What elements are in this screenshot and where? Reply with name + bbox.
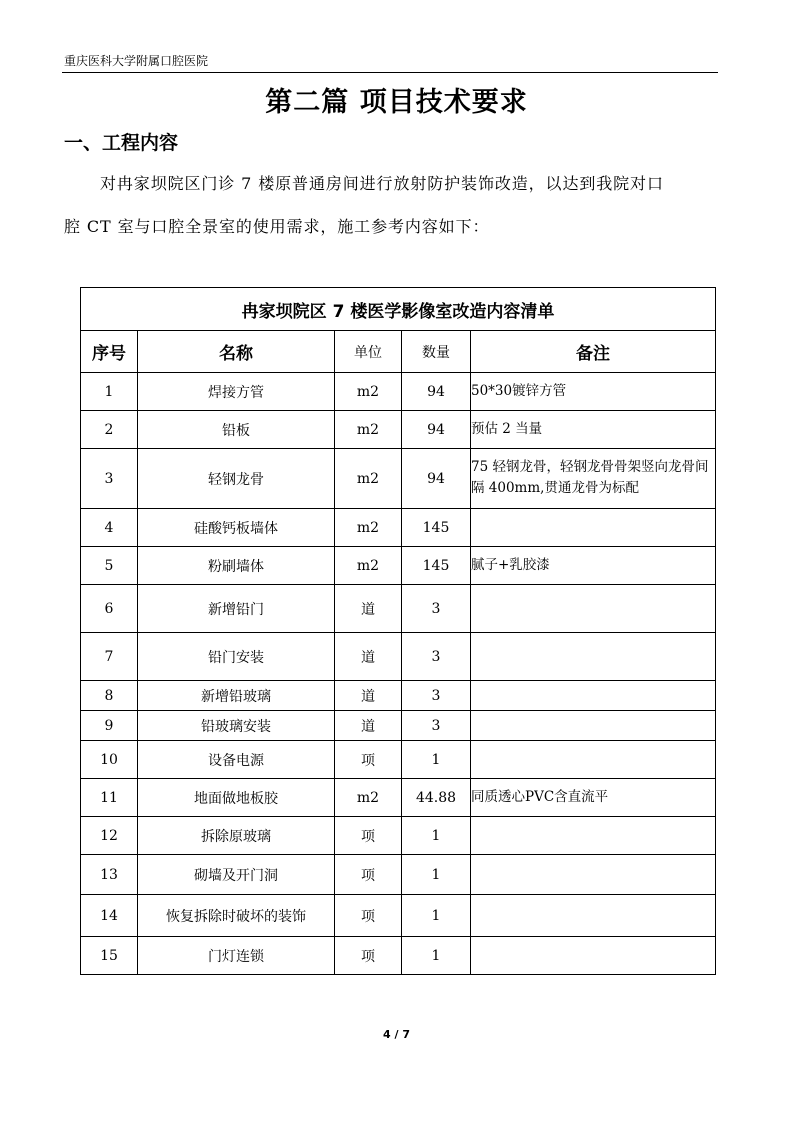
cell-unit: m2 (335, 509, 402, 547)
cell-name: 焊接方管 (138, 373, 335, 411)
cell-no: 10 (81, 741, 138, 779)
cell-note: 腻子+乳胶漆 (471, 547, 716, 585)
cell-name: 拆除原玻璃 (138, 817, 335, 855)
cell-no: 11 (81, 779, 138, 817)
section-heading: 一、工程内容 (64, 132, 179, 154)
cell-qty: 3 (402, 585, 471, 633)
table-row (81, 895, 716, 937)
cell-unit: m2 (335, 547, 402, 585)
cell-qty: 44.88 (402, 779, 471, 817)
col-header-no: 序号 (81, 331, 138, 373)
cell-note (471, 681, 716, 711)
cell-qty: 1 (402, 937, 471, 975)
cell-unit: m2 (335, 411, 402, 449)
cell-name: 新增铅门 (138, 585, 335, 633)
col-header-qty: 数量 (402, 331, 471, 373)
table-header-row (81, 331, 716, 373)
cell-name: 恢复拆除时破坏的装饰 (138, 895, 335, 937)
cell-no: 3 (81, 449, 138, 509)
cell-unit: 项 (335, 937, 402, 975)
table-row (81, 547, 716, 585)
table-row (81, 411, 716, 449)
cell-qty: 145 (402, 509, 471, 547)
table-row (81, 711, 716, 741)
cell-no: 12 (81, 817, 138, 855)
table-row (81, 681, 716, 711)
cell-unit: 项 (335, 817, 402, 855)
cell-qty: 1 (402, 741, 471, 779)
table-row (81, 373, 716, 411)
cell-note (471, 895, 716, 937)
cell-qty: 1 (402, 895, 471, 937)
cell-name: 地面做地板胶 (138, 779, 335, 817)
cell-unit: 道 (335, 585, 402, 633)
cell-unit: 道 (335, 711, 402, 741)
table-caption: 冉家坝院区 7 楼医学影像室改造内容清单 (81, 288, 716, 331)
intro-paragraph-line-1: 对冉家坝院区门诊 7 楼原普通房间进行放射防护装饰改造，以达到我院对口 (100, 174, 664, 193)
cell-no: 13 (81, 855, 138, 895)
cell-note (471, 855, 716, 895)
cell-note (471, 711, 716, 741)
cell-unit: 项 (335, 855, 402, 895)
cell-no: 8 (81, 681, 138, 711)
cell-unit: 项 (335, 895, 402, 937)
cell-name: 粉刷墙体 (138, 547, 335, 585)
cell-name: 铅门安装 (138, 633, 335, 681)
table-row (81, 855, 716, 895)
cell-note (471, 633, 716, 681)
cell-no: 5 (81, 547, 138, 585)
cell-qty: 145 (402, 547, 471, 585)
cell-name: 砌墙及开门洞 (138, 855, 335, 895)
cell-name: 铅板 (138, 411, 335, 449)
cell-qty: 94 (402, 373, 471, 411)
cell-note (471, 741, 716, 779)
cell-no: 2 (81, 411, 138, 449)
page-title: 第二篇 项目技术要求 (265, 87, 528, 118)
col-header-unit: 单位 (335, 331, 402, 373)
table-row (81, 585, 716, 633)
cell-no: 4 (81, 509, 138, 547)
header-divider (62, 72, 718, 73)
cell-qty: 94 (402, 411, 471, 449)
cell-unit: 道 (335, 633, 402, 681)
cell-note (471, 585, 716, 633)
page-number: 4 / 7 (383, 1028, 410, 1041)
table-row (81, 509, 716, 547)
cell-name: 门灯连锁 (138, 937, 335, 975)
cell-no: 7 (81, 633, 138, 681)
cell-name: 新增铅玻璃 (138, 681, 335, 711)
cell-no: 6 (81, 585, 138, 633)
cell-note (471, 509, 716, 547)
table-row (81, 449, 716, 509)
cell-name: 硅酸钙板墙体 (138, 509, 335, 547)
cell-qty: 3 (402, 711, 471, 741)
cell-name: 铅玻璃安装 (138, 711, 335, 741)
col-header-note: 备注 (471, 331, 716, 373)
cell-note: 同质透心PVC含直流平 (471, 779, 716, 817)
col-header-name: 名称 (138, 331, 335, 373)
cell-no: 9 (81, 711, 138, 741)
cell-unit: m2 (335, 449, 402, 509)
cell-name: 设备电源 (138, 741, 335, 779)
cell-qty: 1 (402, 817, 471, 855)
cell-no: 14 (81, 895, 138, 937)
cell-note: 75 轻钢龙骨，轻钢龙骨骨架竖向龙骨间隔 400mm,贯通龙骨为标配 (471, 449, 716, 509)
cell-qty: 1 (402, 855, 471, 895)
cell-unit: 道 (335, 681, 402, 711)
cell-note (471, 937, 716, 975)
cell-qty: 3 (402, 633, 471, 681)
intro-paragraph-line-2: 腔 CT 室与口腔全景室的使用需求，施工参考内容如下： (64, 217, 490, 236)
header-org-name: 重庆医科大学附属口腔医院 (64, 54, 209, 68)
cell-name: 轻钢龙骨 (138, 449, 335, 509)
table-row (81, 633, 716, 681)
renovation-list-table (80, 287, 716, 975)
cell-no: 1 (81, 373, 138, 411)
cell-unit: 项 (335, 741, 402, 779)
table-row (81, 741, 716, 779)
cell-unit: m2 (335, 373, 402, 411)
cell-note (471, 817, 716, 855)
cell-no: 15 (81, 937, 138, 975)
table-row (81, 817, 716, 855)
cell-note: 50*30镀锌方管 (471, 373, 716, 411)
cell-unit: m2 (335, 779, 402, 817)
table-row (81, 937, 716, 975)
cell-note: 预估 2 当量 (471, 411, 716, 449)
cell-qty: 3 (402, 681, 471, 711)
cell-qty: 94 (402, 449, 471, 509)
table-row (81, 779, 716, 817)
